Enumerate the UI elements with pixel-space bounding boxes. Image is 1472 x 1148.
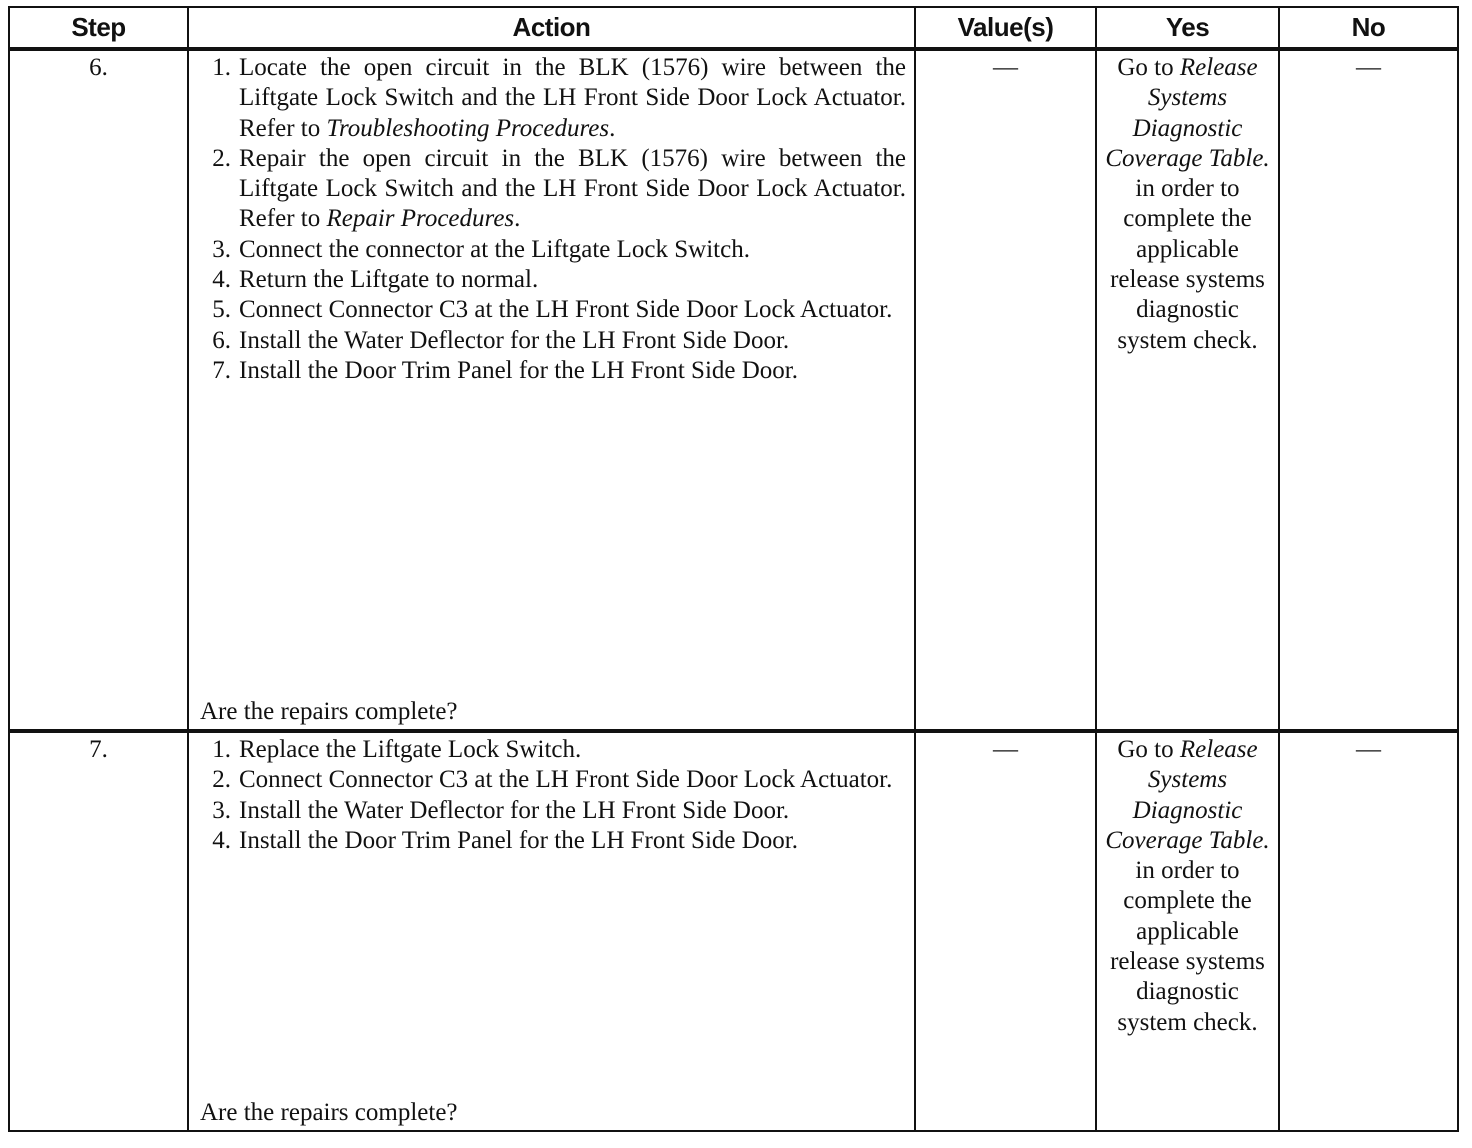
action-item: 5. Connect Connector C3 at the LH Front Side Door Lock Actuator. <box>212 296 893 324</box>
values-cell: — <box>915 731 1096 1131</box>
diagnostic-table <box>8 6 1459 1132</box>
reference-link: Troubleshooting Procedures <box>326 114 610 142</box>
action-item: 3. Install the Water Deflector for the LH Front Side Door. <box>212 796 790 824</box>
action-item: 7. Install the Door Trim Panel for the LH Front Side Door. <box>212 356 798 384</box>
reference-link: Release Systems Diagnostic Coverage Table. <box>1105 54 1270 172</box>
no-column-header: No <box>1279 7 1458 49</box>
step-column-header: Step <box>9 7 188 49</box>
action-item: 2. Repair the open circuit in the BLK (1576) wire between the Liftgate Lock Switch and the LH Front Side Door Lock Actuator. Refer to Repair Procedures. <box>212 144 906 233</box>
values-cell: — <box>915 49 1096 731</box>
yes-column-header: Yes <box>1096 7 1279 49</box>
action-list <box>189 51 914 386</box>
question-text: Are the repairs complete? <box>200 697 458 725</box>
table-row-step-7 <box>9 731 1458 1131</box>
question-text: Are the repairs complete? <box>200 1098 458 1126</box>
yes-cell: Go to Release Systems Diagnostic Coverage Table. in order to complete the applicable release systems diagnostic system check. <box>1096 49 1279 731</box>
action-list <box>189 733 914 856</box>
action-item: 4. Install the Door Trim Panel for the LH Front Side Door. <box>212 826 798 854</box>
reference-link: Repair Procedures <box>326 205 515 233</box>
action-item: 1. Replace the Liftgate Lock Switch. <box>212 736 582 763</box>
action-item: 1. Locate the open circuit in the BLK (1576) wire between the Liftgate Lock Switch and the LH Front Side Door Lock Actuator. Refer to Troubleshooting Procedures. <box>212 54 906 142</box>
action-item: 2. Connect Connector C3 at the LH Front Side Door Lock Actuator. <box>212 766 893 794</box>
action-cell <box>188 731 915 1131</box>
action-item: 4. Return the Liftgate to normal. <box>212 266 539 294</box>
action-item: 6. Install the Water Deflector for the LH Front Side Door. <box>212 326 790 354</box>
no-cell: — <box>1279 731 1458 1131</box>
step-number: 7. <box>9 731 188 1131</box>
no-cell: — <box>1279 49 1458 731</box>
action-cell <box>188 49 915 731</box>
action-column-header: Action <box>188 7 915 49</box>
action-item: 3. Connect the connector at the Liftgate Lock Switch. <box>212 235 750 263</box>
reference-link: Release Systems Diagnostic Coverage Table. <box>1105 736 1270 854</box>
step-number: 6. <box>9 49 188 731</box>
yes-cell: Go to Release Systems Diagnostic Coverage Table. in order to complete the applicable release systems diagnostic system check. <box>1096 731 1279 1131</box>
table-row-step-6 <box>9 49 1458 731</box>
header-row <box>9 7 1458 49</box>
values-column-header: Value(s) <box>915 7 1096 49</box>
